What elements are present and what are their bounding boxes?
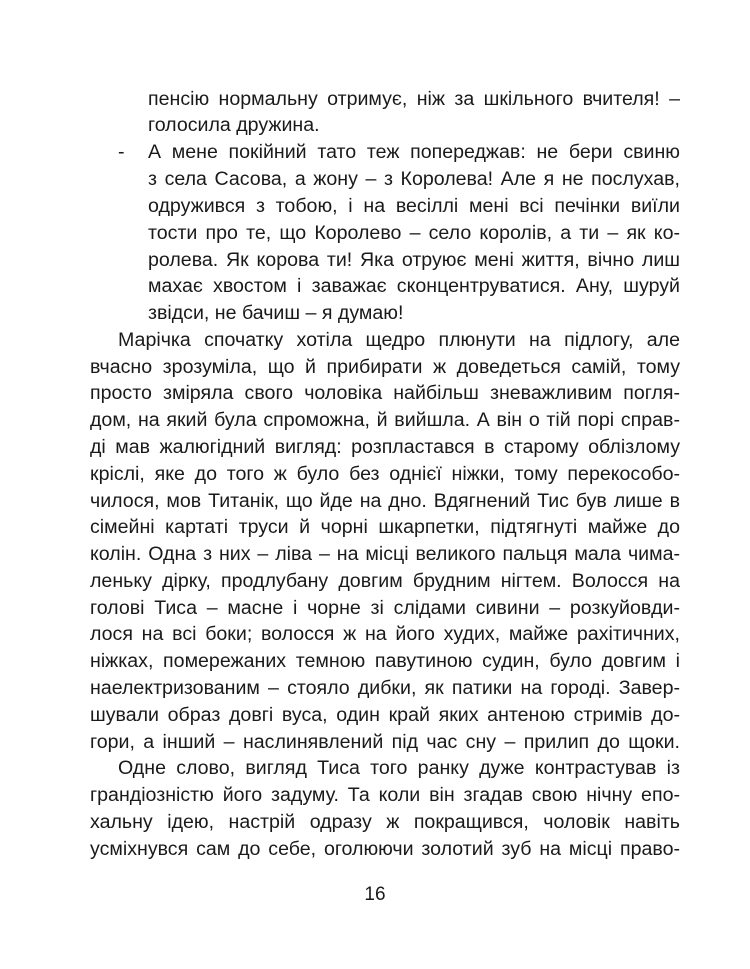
paragraph-first-line: Марічка спочатку хотіла щедро плюнути на підлогу, але <box>118 329 680 351</box>
text-line: усміхнувся сам до себе, оголюючи золотий зуб на місці право- <box>90 838 680 860</box>
text-line: ді мав жалюгідний вигляд: розпластався в старому облізлому <box>90 436 680 458</box>
text-line: махає хвостом і заважає сконцентруватися. Ану, шуруй <box>148 275 680 297</box>
text-line: просто зміряла свого чоловіка найбільш зневажливим погля- <box>90 382 680 404</box>
text-line: колін. Одна з них – ліва – на місці великого пальця мала чима- <box>90 543 680 565</box>
text-line: чилося, мов Титанік, що йде на дно. Вдягнений Тис був лише в <box>90 490 680 512</box>
text-line: шували образ довгі вуса, один край яких антеною стримів до- <box>90 704 680 726</box>
text-line: вчасно зрозуміла, що й прибирати ж доведеться самій, тому <box>90 356 680 378</box>
dialogue-dash: - <box>118 141 125 163</box>
page-number: 16 <box>364 884 386 905</box>
text-line: голові Тиса – масне і чорне зі слідами сивини – розкуйовди- <box>90 597 680 619</box>
text-line: ніжках, помережаних темною павутиною судин, було довгим і <box>90 650 680 672</box>
text-line: хальну ідею, настрій одразу ж покращився, чоловік навіть <box>90 811 680 833</box>
text-line: звідси, не бачиш – я думаю! <box>148 302 404 324</box>
text-line: пенсію нормальну отримує, ніж за шкільного вчителя! – <box>148 88 680 110</box>
text-line: дом, на який була спроможна, й вийшла. А він о тій порі справ- <box>90 409 680 431</box>
text-line: лося на всі боки; волосся ж на його худих, майже рахітичних, <box>90 623 680 645</box>
text-line: леньку дірку, продлубану довгим брудним нігтем. Волосся на <box>90 570 680 592</box>
text-line: сімейні картаті труси й чорні шкарпетки, підтягнуті майже до <box>90 516 680 538</box>
text-line: тости про те, що Королево – село королів, а ти – як ко- <box>148 222 680 244</box>
text-line: голосила дружина. <box>148 114 320 136</box>
paragraph-first-line: Одне слово, вигляд Тиса того ранку дуже контрастував із <box>118 757 680 779</box>
text-line: одружився з тобою, і на весіллі мені всі печінки виїли <box>148 195 680 217</box>
text-line: наелектризованим – стояло дибки, як патики на городі. Завер- <box>90 677 680 699</box>
text-line: гори, а інший – наслинявлений під час сну – прилип до щоки. <box>90 731 680 753</box>
text-line: кріслі, яке до того ж було без однієї ніжки, тому перекособо- <box>90 463 680 485</box>
text-line: А мене покійний тато теж попереджав: не бери свиню <box>148 141 680 163</box>
text-line: з села Сасова, а жону – з Королева! Але я не послухав, <box>148 168 680 190</box>
text-line: грандіозністю його задуму. Та коли він згадав свою нічну епо- <box>90 784 680 806</box>
text-line: ролева. Як корова ти! Яка отруює мені життя, вічно лиш <box>148 249 680 271</box>
